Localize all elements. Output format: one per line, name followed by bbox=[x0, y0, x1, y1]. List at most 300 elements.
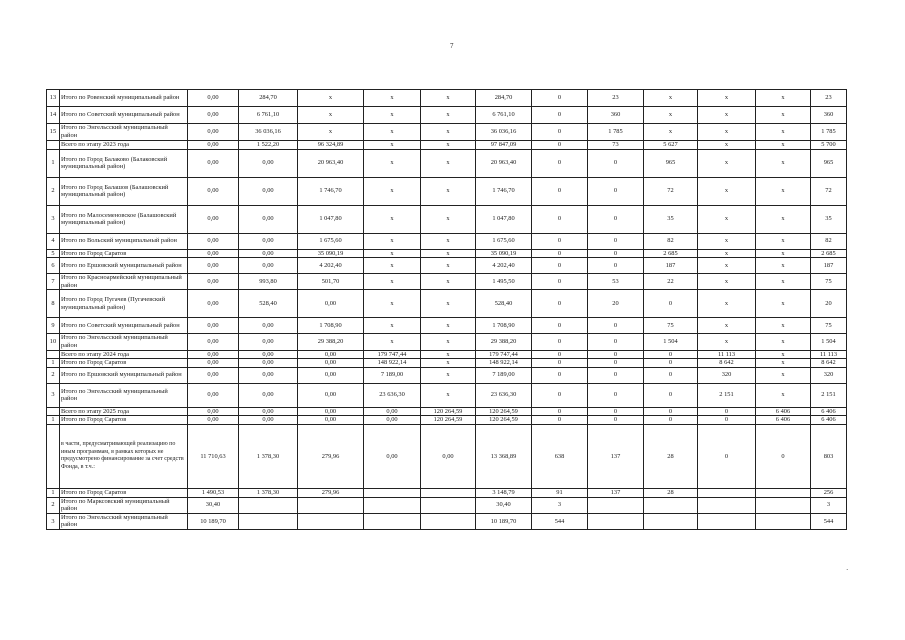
row-value-col-12: 1 504 bbox=[811, 334, 847, 350]
row-value-col-4: 0,00 bbox=[364, 424, 421, 488]
row-value-col-7: 0 bbox=[532, 367, 588, 383]
row-value-col-2: 284,70 bbox=[239, 90, 298, 107]
row-value-col-8: 53 bbox=[588, 274, 644, 290]
row-value-col-10: 0 bbox=[698, 416, 756, 425]
row-value-col-3: 0,00 bbox=[298, 407, 364, 416]
table-row bbox=[47, 274, 847, 290]
row-name: Итого по Энгельсский муниципальный район bbox=[60, 513, 188, 529]
row-value-col-8: 0 bbox=[588, 318, 644, 334]
row-name: Итого по Город Балаково (Балаковский муниципальный район) bbox=[60, 149, 188, 177]
row-value-col-3: x bbox=[298, 90, 364, 107]
row-value-col-11: 6 406 bbox=[756, 407, 811, 416]
table-row bbox=[47, 416, 847, 425]
row-value-col-11: x bbox=[756, 359, 811, 368]
row-name: Итого по Красноармейский муниципальный район bbox=[60, 274, 188, 290]
row-value-col-3: 1 047,80 bbox=[298, 205, 364, 233]
row-name: Итого по Энгельсский муниципальный район bbox=[60, 383, 188, 407]
row-value-col-9: 187 bbox=[644, 258, 698, 274]
row-value-col-6: 36 036,16 bbox=[476, 124, 532, 141]
table-row bbox=[47, 407, 847, 416]
row-value-col-7: 0 bbox=[532, 90, 588, 107]
row-name: Всего по этапу 2025 года bbox=[60, 407, 188, 416]
row-value-col-7: 0 bbox=[532, 258, 588, 274]
table-row bbox=[47, 290, 847, 318]
row-value-col-4 bbox=[364, 497, 421, 513]
row-value-col-5 bbox=[421, 513, 476, 529]
row-value-col-8: 137 bbox=[588, 424, 644, 488]
row-value-col-2: 0,00 bbox=[239, 334, 298, 350]
row-value-col-6: 3 148,79 bbox=[476, 488, 532, 497]
row-name: Итого по Советский муниципальный район bbox=[60, 107, 188, 124]
row-value-col-5: x bbox=[421, 318, 476, 334]
row-value-col-8: 23 bbox=[588, 90, 644, 107]
row-value-col-4: x bbox=[364, 233, 421, 249]
row-value-col-3: 35 090,19 bbox=[298, 249, 364, 258]
row-value-col-1: 0,00 bbox=[188, 177, 239, 205]
row-value-col-1: 0,00 bbox=[188, 249, 239, 258]
row-value-col-2: 0,00 bbox=[239, 205, 298, 233]
row-value-col-9: 0 bbox=[644, 359, 698, 368]
row-value-col-4: x bbox=[364, 177, 421, 205]
row-name: Итого по Вольский муниципальный район bbox=[60, 233, 188, 249]
row-value-col-10: x bbox=[698, 124, 756, 141]
row-number: 14 bbox=[47, 107, 60, 124]
table-row bbox=[47, 177, 847, 205]
row-value-col-4: x bbox=[364, 290, 421, 318]
row-value-col-7: 0 bbox=[532, 407, 588, 416]
row-value-col-10: x bbox=[698, 90, 756, 107]
row-number: 2 bbox=[47, 367, 60, 383]
row-number: 3 bbox=[47, 383, 60, 407]
row-value-col-8: 0 bbox=[588, 334, 644, 350]
row-value-col-10: x bbox=[698, 149, 756, 177]
row-value-col-9: 965 bbox=[644, 149, 698, 177]
row-number bbox=[47, 407, 60, 416]
row-value-col-4: 0,00 bbox=[364, 416, 421, 425]
row-value-col-12: 803 bbox=[811, 424, 847, 488]
row-value-col-2: 0,00 bbox=[239, 359, 298, 368]
row-value-col-10: x bbox=[698, 177, 756, 205]
table-row bbox=[47, 149, 847, 177]
row-number: 7 bbox=[47, 274, 60, 290]
row-value-col-7: 91 bbox=[532, 488, 588, 497]
row-value-col-2: 36 036,16 bbox=[239, 124, 298, 141]
row-value-col-5: 120 264,59 bbox=[421, 407, 476, 416]
row-value-col-9: 5 627 bbox=[644, 141, 698, 150]
row-value-col-2: 0,00 bbox=[239, 416, 298, 425]
row-value-col-3: x bbox=[298, 124, 364, 141]
row-value-col-11: x bbox=[756, 177, 811, 205]
row-value-col-10 bbox=[698, 488, 756, 497]
row-value-col-4: x bbox=[364, 274, 421, 290]
row-number: 8 bbox=[47, 290, 60, 318]
row-value-col-3: 0,00 bbox=[298, 367, 364, 383]
row-value-col-8: 0 bbox=[588, 416, 644, 425]
row-name: Всего по этапу 2023 года bbox=[60, 141, 188, 150]
row-name: Итого по Город Пугачев (Пугачевский муниципальный район) bbox=[60, 290, 188, 318]
row-value-col-5: 120 264,59 bbox=[421, 416, 476, 425]
row-value-col-9: 82 bbox=[644, 233, 698, 249]
row-value-col-1: 1 490,53 bbox=[188, 488, 239, 497]
row-value-col-7: 0 bbox=[532, 205, 588, 233]
row-value-col-9: 2 685 bbox=[644, 249, 698, 258]
row-number: 1 bbox=[47, 359, 60, 368]
row-value-col-6: 284,70 bbox=[476, 90, 532, 107]
row-value-col-6: 23 636,30 bbox=[476, 383, 532, 407]
row-value-col-12: 320 bbox=[811, 367, 847, 383]
row-value-col-11: x bbox=[756, 350, 811, 359]
row-number: 1 bbox=[47, 149, 60, 177]
row-value-col-9: 75 bbox=[644, 318, 698, 334]
row-value-col-8: 1 785 bbox=[588, 124, 644, 141]
row-value-col-7: 0 bbox=[532, 149, 588, 177]
row-value-col-7: 0 bbox=[532, 107, 588, 124]
row-value-col-3: 0,00 bbox=[298, 290, 364, 318]
row-value-col-6: 120 264,59 bbox=[476, 416, 532, 425]
row-value-col-8: 0 bbox=[588, 407, 644, 416]
row-name: в части, предусматривающей реализацию по иным программам, в рамках которых не предусмотрено финансирование за счет средств Фонда, в т.ч.: bbox=[60, 424, 188, 488]
row-number: 9 bbox=[47, 318, 60, 334]
table-row bbox=[47, 497, 847, 513]
row-value-col-6: 1 495,50 bbox=[476, 274, 532, 290]
row-value-col-2: 0,00 bbox=[239, 233, 298, 249]
row-value-col-3: 4 202,40 bbox=[298, 258, 364, 274]
row-value-col-6: 1 746,70 bbox=[476, 177, 532, 205]
row-value-col-12: 23 bbox=[811, 90, 847, 107]
row-value-col-3: 1 708,90 bbox=[298, 318, 364, 334]
row-value-col-8: 0 bbox=[588, 383, 644, 407]
row-value-col-8 bbox=[588, 513, 644, 529]
row-value-col-5: x bbox=[421, 149, 476, 177]
row-value-col-5: x bbox=[421, 258, 476, 274]
row-value-col-6: 10 189,70 bbox=[476, 513, 532, 529]
row-value-col-9: 28 bbox=[644, 424, 698, 488]
table-row bbox=[47, 205, 847, 233]
row-value-col-11: x bbox=[756, 334, 811, 350]
row-value-col-3: 0,00 bbox=[298, 416, 364, 425]
row-value-col-3: 29 388,20 bbox=[298, 334, 364, 350]
row-value-col-1: 0,00 bbox=[188, 107, 239, 124]
row-value-col-11: x bbox=[756, 249, 811, 258]
page-number: 7 bbox=[450, 42, 454, 50]
row-value-col-6: 528,40 bbox=[476, 290, 532, 318]
row-value-col-10: x bbox=[698, 318, 756, 334]
row-value-col-5: x bbox=[421, 274, 476, 290]
row-value-col-9: 0 bbox=[644, 367, 698, 383]
row-value-col-10: 0 bbox=[698, 407, 756, 416]
row-number: 2 bbox=[47, 497, 60, 513]
row-value-col-3: 0,00 bbox=[298, 383, 364, 407]
row-value-col-7: 0 bbox=[532, 318, 588, 334]
row-value-col-2 bbox=[239, 497, 298, 513]
row-name: Итого по Марксовский муниципальный район bbox=[60, 497, 188, 513]
row-value-col-9 bbox=[644, 513, 698, 529]
row-value-col-10: 0 bbox=[698, 424, 756, 488]
row-value-col-8: 0 bbox=[588, 359, 644, 368]
row-value-col-9: 22 bbox=[644, 274, 698, 290]
row-value-col-4: x bbox=[364, 107, 421, 124]
row-value-col-9: 0 bbox=[644, 416, 698, 425]
row-value-col-4: x bbox=[364, 334, 421, 350]
row-value-col-7: 0 bbox=[532, 141, 588, 150]
row-value-col-1: 0,00 bbox=[188, 141, 239, 150]
row-value-col-2: 0,00 bbox=[239, 350, 298, 359]
row-value-col-4: x bbox=[364, 141, 421, 150]
row-name: Итого по Город Саратов bbox=[60, 488, 188, 497]
row-number: 1 bbox=[47, 416, 60, 425]
row-value-col-5: x bbox=[421, 90, 476, 107]
row-value-col-3: 279,96 bbox=[298, 488, 364, 497]
row-value-col-6: 179 747,44 bbox=[476, 350, 532, 359]
row-value-col-10: x bbox=[698, 290, 756, 318]
row-value-col-2: 0,00 bbox=[239, 318, 298, 334]
row-value-col-7: 0 bbox=[532, 249, 588, 258]
row-value-col-5: x bbox=[421, 124, 476, 141]
row-value-col-3: 96 324,89 bbox=[298, 141, 364, 150]
row-value-col-7: 0 bbox=[532, 124, 588, 141]
row-value-col-1: 0,00 bbox=[188, 416, 239, 425]
row-value-col-5: x bbox=[421, 367, 476, 383]
table-row bbox=[47, 249, 847, 258]
row-value-col-12: 5 700 bbox=[811, 141, 847, 150]
row-value-col-8: 0 bbox=[588, 149, 644, 177]
row-number: 15 bbox=[47, 124, 60, 141]
row-value-col-11: x bbox=[756, 318, 811, 334]
table-row bbox=[47, 359, 847, 368]
row-value-col-11: x bbox=[756, 107, 811, 124]
row-value-col-10: x bbox=[698, 249, 756, 258]
row-number: 13 bbox=[47, 90, 60, 107]
table-row bbox=[47, 334, 847, 350]
row-value-col-11: x bbox=[756, 205, 811, 233]
row-value-col-7: 0 bbox=[532, 274, 588, 290]
row-name: Итого по Ершовский муниципальный район bbox=[60, 367, 188, 383]
row-value-col-7: 0 bbox=[532, 177, 588, 205]
row-value-col-11: x bbox=[756, 274, 811, 290]
row-name: Итого по Малосеменовское (Балашовский муниципальный район) bbox=[60, 205, 188, 233]
row-value-col-6: 20 963,40 bbox=[476, 149, 532, 177]
row-value-col-7: 3 bbox=[532, 497, 588, 513]
row-value-col-8: 0 bbox=[588, 177, 644, 205]
row-value-col-2 bbox=[239, 513, 298, 529]
row-value-col-12: 20 bbox=[811, 290, 847, 318]
row-name: Итого по Энгельсский муниципальный район bbox=[60, 124, 188, 141]
row-number: 3 bbox=[47, 513, 60, 529]
row-value-col-10: x bbox=[698, 258, 756, 274]
row-value-col-9: x bbox=[644, 124, 698, 141]
row-number: 5 bbox=[47, 249, 60, 258]
table-row bbox=[47, 233, 847, 249]
table-row bbox=[47, 258, 847, 274]
row-value-col-10: 11 113 bbox=[698, 350, 756, 359]
row-value-col-1: 0,00 bbox=[188, 383, 239, 407]
row-value-col-3: 20 963,40 bbox=[298, 149, 364, 177]
row-value-col-9: 28 bbox=[644, 488, 698, 497]
row-value-col-6: 1 708,90 bbox=[476, 318, 532, 334]
row-value-col-11: x bbox=[756, 258, 811, 274]
row-value-col-9: x bbox=[644, 107, 698, 124]
row-value-col-11: x bbox=[756, 233, 811, 249]
row-value-col-2: 1 378,30 bbox=[239, 424, 298, 488]
row-value-col-2: 0,00 bbox=[239, 149, 298, 177]
row-value-col-11: x bbox=[756, 367, 811, 383]
row-value-col-4: x bbox=[364, 149, 421, 177]
row-value-col-4 bbox=[364, 488, 421, 497]
row-value-col-1: 0,00 bbox=[188, 367, 239, 383]
row-value-col-10: 8 642 bbox=[698, 359, 756, 368]
row-value-col-11 bbox=[756, 513, 811, 529]
row-value-col-12: 544 bbox=[811, 513, 847, 529]
row-value-col-9: 1 504 bbox=[644, 334, 698, 350]
row-value-col-10 bbox=[698, 513, 756, 529]
row-value-col-3: 0,00 bbox=[298, 350, 364, 359]
row-value-col-6: 120 264,59 bbox=[476, 407, 532, 416]
row-value-col-9: x bbox=[644, 90, 698, 107]
row-value-col-1: 0,00 bbox=[188, 318, 239, 334]
row-value-col-8 bbox=[588, 497, 644, 513]
row-value-col-4: 0,00 bbox=[364, 407, 421, 416]
row-value-col-4: x bbox=[364, 90, 421, 107]
row-value-col-4: 7 189,00 bbox=[364, 367, 421, 383]
row-value-col-12: 1 785 bbox=[811, 124, 847, 141]
row-value-col-9: 0 bbox=[644, 350, 698, 359]
row-number bbox=[47, 141, 60, 150]
row-value-col-7: 544 bbox=[532, 513, 588, 529]
row-name: Итого по Ершовский муниципальный район bbox=[60, 258, 188, 274]
table-row bbox=[47, 141, 847, 150]
row-value-col-5: x bbox=[421, 141, 476, 150]
row-value-col-2: 0,00 bbox=[239, 367, 298, 383]
row-value-col-5: x bbox=[421, 334, 476, 350]
table-row bbox=[47, 90, 847, 107]
row-value-col-10: x bbox=[698, 233, 756, 249]
row-value-col-5: x bbox=[421, 290, 476, 318]
row-value-col-6: 1 675,60 bbox=[476, 233, 532, 249]
row-value-col-12: 6 406 bbox=[811, 416, 847, 425]
table-row bbox=[47, 424, 847, 488]
table-row bbox=[47, 367, 847, 383]
row-value-col-5: x bbox=[421, 249, 476, 258]
row-value-col-6: 35 090,19 bbox=[476, 249, 532, 258]
row-value-col-1: 11 710,63 bbox=[188, 424, 239, 488]
row-value-col-3: 501,70 bbox=[298, 274, 364, 290]
row-value-col-5: x bbox=[421, 233, 476, 249]
row-number: 4 bbox=[47, 233, 60, 249]
row-value-col-2: 1 522,20 bbox=[239, 141, 298, 150]
row-name: Всего по этапу 2024 года bbox=[60, 350, 188, 359]
row-value-col-6: 29 388,20 bbox=[476, 334, 532, 350]
row-value-col-12: 965 bbox=[811, 149, 847, 177]
row-value-col-12: 187 bbox=[811, 258, 847, 274]
row-value-col-8: 0 bbox=[588, 367, 644, 383]
row-value-col-12: 35 bbox=[811, 205, 847, 233]
row-value-col-4: x bbox=[364, 205, 421, 233]
row-value-col-11: x bbox=[756, 90, 811, 107]
row-value-col-9: 35 bbox=[644, 205, 698, 233]
row-value-col-12: 72 bbox=[811, 177, 847, 205]
row-value-col-5: 0,00 bbox=[421, 424, 476, 488]
table-row bbox=[47, 107, 847, 124]
row-value-col-6: 13 368,89 bbox=[476, 424, 532, 488]
row-value-col-7: 0 bbox=[532, 350, 588, 359]
row-value-col-10: 320 bbox=[698, 367, 756, 383]
row-value-col-8: 0 bbox=[588, 205, 644, 233]
row-value-col-8: 0 bbox=[588, 350, 644, 359]
row-value-col-4: x bbox=[364, 249, 421, 258]
row-number: 2 bbox=[47, 177, 60, 205]
row-value-col-1: 0,00 bbox=[188, 258, 239, 274]
row-name: Итого по Советский муниципальный район bbox=[60, 318, 188, 334]
row-value-col-5 bbox=[421, 497, 476, 513]
row-value-col-7: 0 bbox=[532, 290, 588, 318]
row-value-col-3: 0,00 bbox=[298, 359, 364, 368]
row-value-col-11: 0 bbox=[756, 424, 811, 488]
row-value-col-10: 2 151 bbox=[698, 383, 756, 407]
row-value-col-6: 6 761,10 bbox=[476, 107, 532, 124]
row-value-col-3 bbox=[298, 513, 364, 529]
row-value-col-2: 0,00 bbox=[239, 249, 298, 258]
row-value-col-1: 0,00 bbox=[188, 124, 239, 141]
row-value-col-3: 279,96 bbox=[298, 424, 364, 488]
row-value-col-8: 0 bbox=[588, 258, 644, 274]
row-name: Итого по Город Саратов bbox=[60, 249, 188, 258]
row-value-col-6: 97 847,09 bbox=[476, 141, 532, 150]
row-value-col-4: 148 922,14 bbox=[364, 359, 421, 368]
row-value-col-1: 10 189,70 bbox=[188, 513, 239, 529]
row-value-col-5: x bbox=[421, 177, 476, 205]
row-value-col-1: 0,00 bbox=[188, 205, 239, 233]
row-value-col-9: 0 bbox=[644, 383, 698, 407]
row-value-col-12: 82 bbox=[811, 233, 847, 249]
row-value-col-10: x bbox=[698, 334, 756, 350]
row-value-col-11 bbox=[756, 497, 811, 513]
row-value-col-11: 6 406 bbox=[756, 416, 811, 425]
row-value-col-12: 11 113 bbox=[811, 350, 847, 359]
row-value-col-10: x bbox=[698, 107, 756, 124]
row-number: 3 bbox=[47, 205, 60, 233]
row-value-col-9: 0 bbox=[644, 407, 698, 416]
row-value-col-2: 0,00 bbox=[239, 258, 298, 274]
row-value-col-4: x bbox=[364, 124, 421, 141]
row-value-col-4: x bbox=[364, 258, 421, 274]
row-value-col-4 bbox=[364, 513, 421, 529]
row-value-col-1: 0,00 bbox=[188, 149, 239, 177]
housing-program-table bbox=[46, 89, 847, 530]
row-value-col-6: 148 922,14 bbox=[476, 359, 532, 368]
row-name: Итого по Город Балашов (Балашовский муниципальный район) bbox=[60, 177, 188, 205]
row-value-col-2: 6 761,10 bbox=[239, 107, 298, 124]
row-value-col-2: 0,00 bbox=[239, 177, 298, 205]
row-value-col-5: x bbox=[421, 383, 476, 407]
row-value-col-9 bbox=[644, 497, 698, 513]
row-value-col-1: 0,00 bbox=[188, 290, 239, 318]
row-number bbox=[47, 350, 60, 359]
row-value-col-6: 30,40 bbox=[476, 497, 532, 513]
row-value-col-11: x bbox=[756, 141, 811, 150]
row-value-col-10: x bbox=[698, 205, 756, 233]
row-value-col-12: 75 bbox=[811, 318, 847, 334]
row-value-col-8: 360 bbox=[588, 107, 644, 124]
row-value-col-2: 993,80 bbox=[239, 274, 298, 290]
row-value-col-2: 1 378,30 bbox=[239, 488, 298, 497]
row-value-col-5: x bbox=[421, 359, 476, 368]
row-value-col-12: 6 406 bbox=[811, 407, 847, 416]
row-value-col-11: x bbox=[756, 124, 811, 141]
row-value-col-1: 0,00 bbox=[188, 407, 239, 416]
row-name: Итого по Энгельсский муниципальный район bbox=[60, 334, 188, 350]
row-value-col-8: 0 bbox=[588, 233, 644, 249]
row-value-col-1: 0,00 bbox=[188, 334, 239, 350]
